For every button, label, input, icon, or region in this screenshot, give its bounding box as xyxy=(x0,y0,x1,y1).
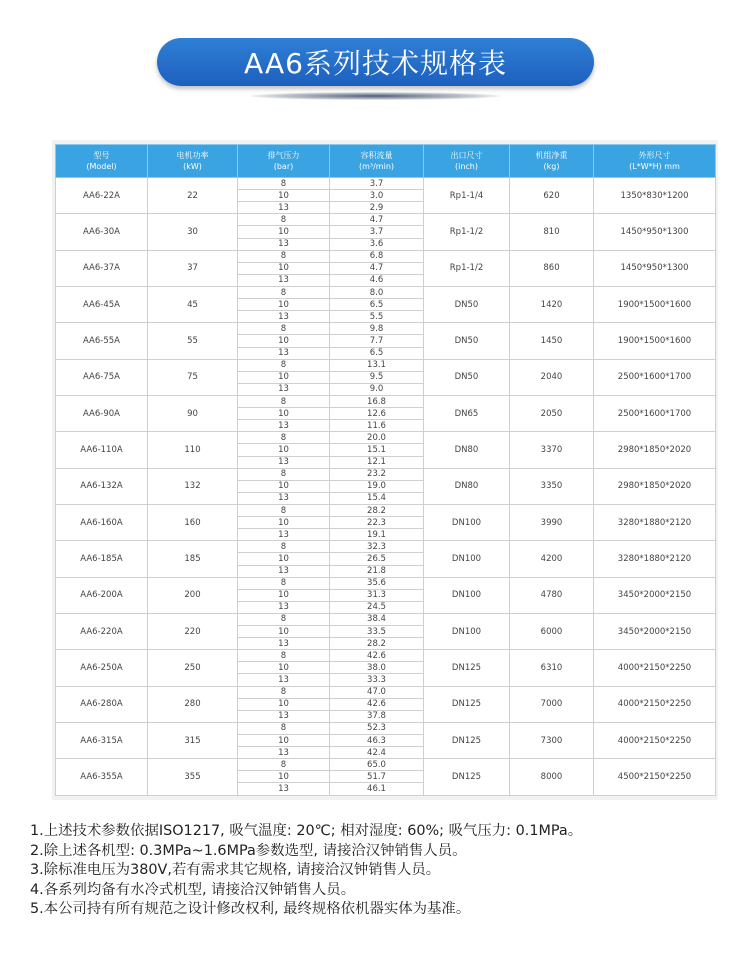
cell-dims: 4000*2150*2250 xyxy=(594,686,716,722)
cell-pressure: 8 xyxy=(238,541,330,553)
cell-dims: 3280*1880*2120 xyxy=(594,541,716,577)
table-row xyxy=(56,759,716,771)
cell-flow: 12.1 xyxy=(330,456,424,468)
table-row xyxy=(56,613,716,625)
cell-flow: 3.0 xyxy=(330,190,424,202)
note-line: 1.上述技术参数依据ISO1217, 吸气温度: 20℃; 相对湿度: 60%; 吸气压力: 0.1MPa。 xyxy=(30,823,583,839)
spec-table-panel xyxy=(52,140,718,800)
cell-pressure: 8 xyxy=(238,250,330,262)
cell-flow: 19.1 xyxy=(330,529,424,541)
table-row xyxy=(56,577,716,589)
cell-dims: 2500*1600*1700 xyxy=(594,395,716,431)
cell-model: AA6-30A xyxy=(56,214,148,250)
cell-weight: 3350 xyxy=(510,468,594,504)
table-row xyxy=(56,178,716,190)
cell-flow: 38.0 xyxy=(330,662,424,674)
table-body xyxy=(56,178,716,796)
header-weight xyxy=(510,145,594,178)
cell-flow: 3.6 xyxy=(330,238,424,250)
cell-flow: 37.8 xyxy=(330,710,424,722)
cell-model: AA6-160A xyxy=(56,504,148,540)
cell-flow: 19.0 xyxy=(330,480,424,492)
cell-dims: 2980*1850*2020 xyxy=(594,432,716,468)
cell-dims: 3450*2000*2150 xyxy=(594,613,716,649)
cell-model: AA6-250A xyxy=(56,650,148,686)
cell-model: AA6-280A xyxy=(56,686,148,722)
cell-dims: 1900*1500*1600 xyxy=(594,323,716,359)
cell-pressure: 13 xyxy=(238,274,330,286)
cell-flow: 4.6 xyxy=(330,274,424,286)
cell-pressure: 10 xyxy=(238,517,330,529)
title-banner xyxy=(157,38,594,86)
cell-pressure: 8 xyxy=(238,577,330,589)
header-unit: (m³/min) xyxy=(358,162,395,171)
header-unit: (kW) xyxy=(183,162,202,171)
cell-power: 110 xyxy=(148,432,238,468)
cell-pressure: 13 xyxy=(238,638,330,650)
cell-flow: 42.4 xyxy=(330,747,424,759)
cell-weight: 1450 xyxy=(510,323,594,359)
header-unit: (kg) xyxy=(543,162,560,171)
cell-flow: 28.2 xyxy=(330,638,424,650)
table-row xyxy=(56,541,716,553)
header-dims xyxy=(594,145,716,178)
cell-dims: 1900*1500*1600 xyxy=(594,286,716,322)
cell-flow: 38.4 xyxy=(330,613,424,625)
table-row xyxy=(56,250,716,262)
cell-pressure: 10 xyxy=(238,190,330,202)
cell-model: AA6-75A xyxy=(56,359,148,395)
cell-pressure: 13 xyxy=(238,710,330,722)
cell-flow: 65.0 xyxy=(330,759,424,771)
cell-weight: 810 xyxy=(510,214,594,250)
cell-pressure: 13 xyxy=(238,747,330,759)
cell-dims: 1450*950*1300 xyxy=(594,214,716,250)
cell-pressure: 13 xyxy=(238,347,330,359)
cell-weight: 3990 xyxy=(510,504,594,540)
cell-weight: 4200 xyxy=(510,541,594,577)
cell-weight: 6000 xyxy=(510,613,594,649)
cell-weight: 4780 xyxy=(510,577,594,613)
header-outlet xyxy=(424,145,510,178)
cell-outlet: DN125 xyxy=(424,650,510,686)
cell-pressure: 10 xyxy=(238,626,330,638)
cell-flow: 4.7 xyxy=(330,214,424,226)
cell-flow: 35.6 xyxy=(330,577,424,589)
table-row xyxy=(56,395,716,407)
cell-power: 55 xyxy=(148,323,238,359)
cell-pressure: 10 xyxy=(238,553,330,565)
note-line: 4.各系列均备有水冷式机型, 请接洽汉钟销售人员。 xyxy=(30,881,356,898)
cell-outlet: DN80 xyxy=(424,432,510,468)
cell-weight: 6310 xyxy=(510,650,594,686)
table-row xyxy=(56,359,716,371)
cell-pressure: 8 xyxy=(238,286,330,298)
header-unit: (bar) xyxy=(273,162,294,171)
cell-outlet: DN125 xyxy=(424,722,510,758)
header-label: 排气压力 xyxy=(267,151,300,160)
cell-pressure: 10 xyxy=(238,698,330,710)
cell-dims: 4000*2150*2250 xyxy=(594,722,716,758)
cell-pressure: 10 xyxy=(238,662,330,674)
cell-flow: 13.1 xyxy=(330,359,424,371)
header-unit: (L*W*H) mm xyxy=(629,162,680,171)
header-pressure xyxy=(238,145,330,178)
cell-power: 200 xyxy=(148,577,238,613)
cell-dims: 4500*2150*2250 xyxy=(594,759,716,796)
cell-flow: 4.7 xyxy=(330,262,424,274)
table-row xyxy=(56,650,716,662)
table-row xyxy=(56,323,716,335)
cell-power: 45 xyxy=(148,286,238,322)
cell-outlet: DN100 xyxy=(424,504,510,540)
cell-pressure: 13 xyxy=(238,456,330,468)
cell-outlet: DN50 xyxy=(424,286,510,322)
cell-pressure: 8 xyxy=(238,323,330,335)
cell-flow: 6.5 xyxy=(330,299,424,311)
cell-model: AA6-55A xyxy=(56,323,148,359)
cell-model: AA6-355A xyxy=(56,759,148,796)
cell-pressure: 8 xyxy=(238,504,330,516)
cell-flow: 7.7 xyxy=(330,335,424,347)
cell-flow: 26.5 xyxy=(330,553,424,565)
cell-flow: 22.3 xyxy=(330,517,424,529)
cell-model: AA6-315A xyxy=(56,722,148,758)
cell-pressure: 13 xyxy=(238,529,330,541)
cell-power: 160 xyxy=(148,504,238,540)
cell-flow: 12.6 xyxy=(330,408,424,420)
cell-pressure: 8 xyxy=(238,722,330,734)
cell-pressure: 8 xyxy=(238,432,330,444)
cell-pressure: 8 xyxy=(238,759,330,771)
cell-flow: 5.5 xyxy=(330,311,424,323)
cell-model: AA6-110A xyxy=(56,432,148,468)
note-line: 3.除标准电压为380V,若有需求其它规格, 请接洽汉钟销售人员。 xyxy=(30,862,441,878)
cell-flow: 8.0 xyxy=(330,286,424,298)
cell-flow: 3.7 xyxy=(330,226,424,238)
cell-dims: 4000*2150*2250 xyxy=(594,650,716,686)
cell-dims: 1350*830*1200 xyxy=(594,178,716,214)
header-flow xyxy=(330,145,424,178)
header-model xyxy=(56,145,148,178)
header-label: 容积流量 xyxy=(360,151,393,160)
cell-model: AA6-132A xyxy=(56,468,148,504)
cell-flow: 33.5 xyxy=(330,626,424,638)
cell-pressure: 10 xyxy=(238,262,330,274)
title-shadow-decoration xyxy=(250,92,500,100)
cell-pressure: 8 xyxy=(238,178,330,190)
page-title: AA6系列技术规格表 xyxy=(157,38,594,86)
cell-outlet: DN100 xyxy=(424,577,510,613)
cell-weight: 7300 xyxy=(510,722,594,758)
cell-power: 132 xyxy=(148,468,238,504)
header-unit: (inch) xyxy=(454,162,478,171)
header-label: 电机功率 xyxy=(176,151,209,160)
cell-power: 185 xyxy=(148,541,238,577)
cell-power: 90 xyxy=(148,395,238,431)
cell-pressure: 10 xyxy=(238,371,330,383)
cell-power: 250 xyxy=(148,650,238,686)
notes-section xyxy=(30,822,745,920)
cell-flow: 9.5 xyxy=(330,371,424,383)
cell-model: AA6-200A xyxy=(56,577,148,613)
cell-dims: 3450*2000*2150 xyxy=(594,577,716,613)
cell-flow: 20.0 xyxy=(330,432,424,444)
table-row xyxy=(56,286,716,298)
cell-flow: 28.2 xyxy=(330,504,424,516)
table-row xyxy=(56,214,716,226)
cell-weight: 860 xyxy=(510,250,594,286)
cell-model: AA6-22A xyxy=(56,178,148,214)
cell-outlet: Rp1-1/2 xyxy=(424,214,510,250)
cell-pressure: 8 xyxy=(238,686,330,698)
cell-flow: 9.8 xyxy=(330,323,424,335)
header-label: 出口尺寸 xyxy=(450,151,483,160)
table-row xyxy=(56,468,716,480)
cell-pressure: 10 xyxy=(238,771,330,783)
cell-pressure: 10 xyxy=(238,335,330,347)
cell-weight: 1420 xyxy=(510,286,594,322)
cell-pressure: 8 xyxy=(238,359,330,371)
cell-power: 37 xyxy=(148,250,238,286)
cell-pressure: 13 xyxy=(238,311,330,323)
cell-model: AA6-90A xyxy=(56,395,148,431)
cell-power: 22 xyxy=(148,178,238,214)
cell-flow: 47.0 xyxy=(330,686,424,698)
cell-flow: 15.1 xyxy=(330,444,424,456)
cell-pressure: 10 xyxy=(238,480,330,492)
cell-outlet: DN100 xyxy=(424,541,510,577)
cell-pressure: 10 xyxy=(238,408,330,420)
header-label: 型号 xyxy=(93,151,110,160)
cell-power: 75 xyxy=(148,359,238,395)
cell-power: 280 xyxy=(148,686,238,722)
cell-power: 355 xyxy=(148,759,238,796)
cell-flow: 11.6 xyxy=(330,420,424,432)
header-label: 外形尺寸 xyxy=(638,151,671,160)
spec-table xyxy=(55,144,716,796)
cell-model: AA6-45A xyxy=(56,286,148,322)
table-row xyxy=(56,504,716,516)
cell-flow: 33.3 xyxy=(330,674,424,686)
note-line: 2.除上述各机型: 0.3MPa~1.6MPa参数选型, 请接洽汉钟销售人员。 xyxy=(30,842,467,859)
cell-pressure: 13 xyxy=(238,674,330,686)
cell-weight: 3370 xyxy=(510,432,594,468)
cell-pressure: 13 xyxy=(238,238,330,250)
cell-dims: 2500*1600*1700 xyxy=(594,359,716,395)
table-row xyxy=(56,686,716,698)
cell-flow: 42.6 xyxy=(330,650,424,662)
cell-weight: 620 xyxy=(510,178,594,214)
cell-flow: 6.8 xyxy=(330,250,424,262)
cell-power: 315 xyxy=(148,722,238,758)
header-label: 机组净重 xyxy=(535,151,568,160)
header-unit: (Model) xyxy=(86,162,117,171)
cell-flow: 23.2 xyxy=(330,468,424,480)
cell-outlet: DN80 xyxy=(424,468,510,504)
cell-flow: 6.5 xyxy=(330,347,424,359)
cell-pressure: 10 xyxy=(238,735,330,747)
cell-dims: 2980*1850*2020 xyxy=(594,468,716,504)
cell-outlet: Rp1-1/2 xyxy=(424,250,510,286)
header-power xyxy=(148,145,238,178)
cell-flow: 42.6 xyxy=(330,698,424,710)
cell-outlet: DN125 xyxy=(424,759,510,796)
cell-model: AA6-37A xyxy=(56,250,148,286)
cell-pressure: 13 xyxy=(238,601,330,613)
cell-outlet: DN50 xyxy=(424,359,510,395)
cell-outlet: DN50 xyxy=(424,323,510,359)
cell-pressure: 13 xyxy=(238,383,330,395)
cell-flow: 2.9 xyxy=(330,202,424,214)
table-header-row xyxy=(56,145,716,178)
cell-flow: 9.0 xyxy=(330,383,424,395)
cell-model: AA6-185A xyxy=(56,541,148,577)
cell-power: 30 xyxy=(148,214,238,250)
cell-pressure: 10 xyxy=(238,299,330,311)
cell-power: 220 xyxy=(148,613,238,649)
cell-flow: 31.3 xyxy=(330,589,424,601)
cell-outlet: DN100 xyxy=(424,613,510,649)
cell-pressure: 8 xyxy=(238,613,330,625)
cell-flow: 32.3 xyxy=(330,541,424,553)
cell-flow: 46.1 xyxy=(330,783,424,796)
note-line: 5.本公司持有所有规范之设计修改权利, 最终规格依机器实体为基准。 xyxy=(30,901,471,917)
cell-weight: 7000 xyxy=(510,686,594,722)
cell-pressure: 10 xyxy=(238,444,330,456)
cell-flow: 24.5 xyxy=(330,601,424,613)
cell-pressure: 8 xyxy=(238,650,330,662)
cell-weight: 2040 xyxy=(510,359,594,395)
cell-pressure: 13 xyxy=(238,783,330,796)
cell-flow: 16.8 xyxy=(330,395,424,407)
cell-pressure: 13 xyxy=(238,565,330,577)
cell-outlet: DN125 xyxy=(424,686,510,722)
table-row xyxy=(56,432,716,444)
cell-outlet: DN65 xyxy=(424,395,510,431)
cell-flow: 15.4 xyxy=(330,492,424,504)
cell-pressure: 13 xyxy=(238,202,330,214)
cell-dims: 3280*1880*2120 xyxy=(594,504,716,540)
cell-flow: 3.7 xyxy=(330,178,424,190)
cell-pressure: 10 xyxy=(238,226,330,238)
cell-pressure: 8 xyxy=(238,395,330,407)
cell-dims: 1450*950*1300 xyxy=(594,250,716,286)
cell-pressure: 13 xyxy=(238,492,330,504)
cell-model: AA6-220A xyxy=(56,613,148,649)
table-row xyxy=(56,722,716,734)
cell-flow: 46.3 xyxy=(330,735,424,747)
cell-pressure: 8 xyxy=(238,214,330,226)
cell-weight: 8000 xyxy=(510,759,594,796)
cell-pressure: 10 xyxy=(238,589,330,601)
cell-flow: 52.3 xyxy=(330,722,424,734)
cell-flow: 21.8 xyxy=(330,565,424,577)
cell-pressure: 13 xyxy=(238,420,330,432)
cell-pressure: 8 xyxy=(238,468,330,480)
cell-flow: 51.7 xyxy=(330,771,424,783)
cell-weight: 2050 xyxy=(510,395,594,431)
cell-outlet: Rp1-1/4 xyxy=(424,178,510,214)
